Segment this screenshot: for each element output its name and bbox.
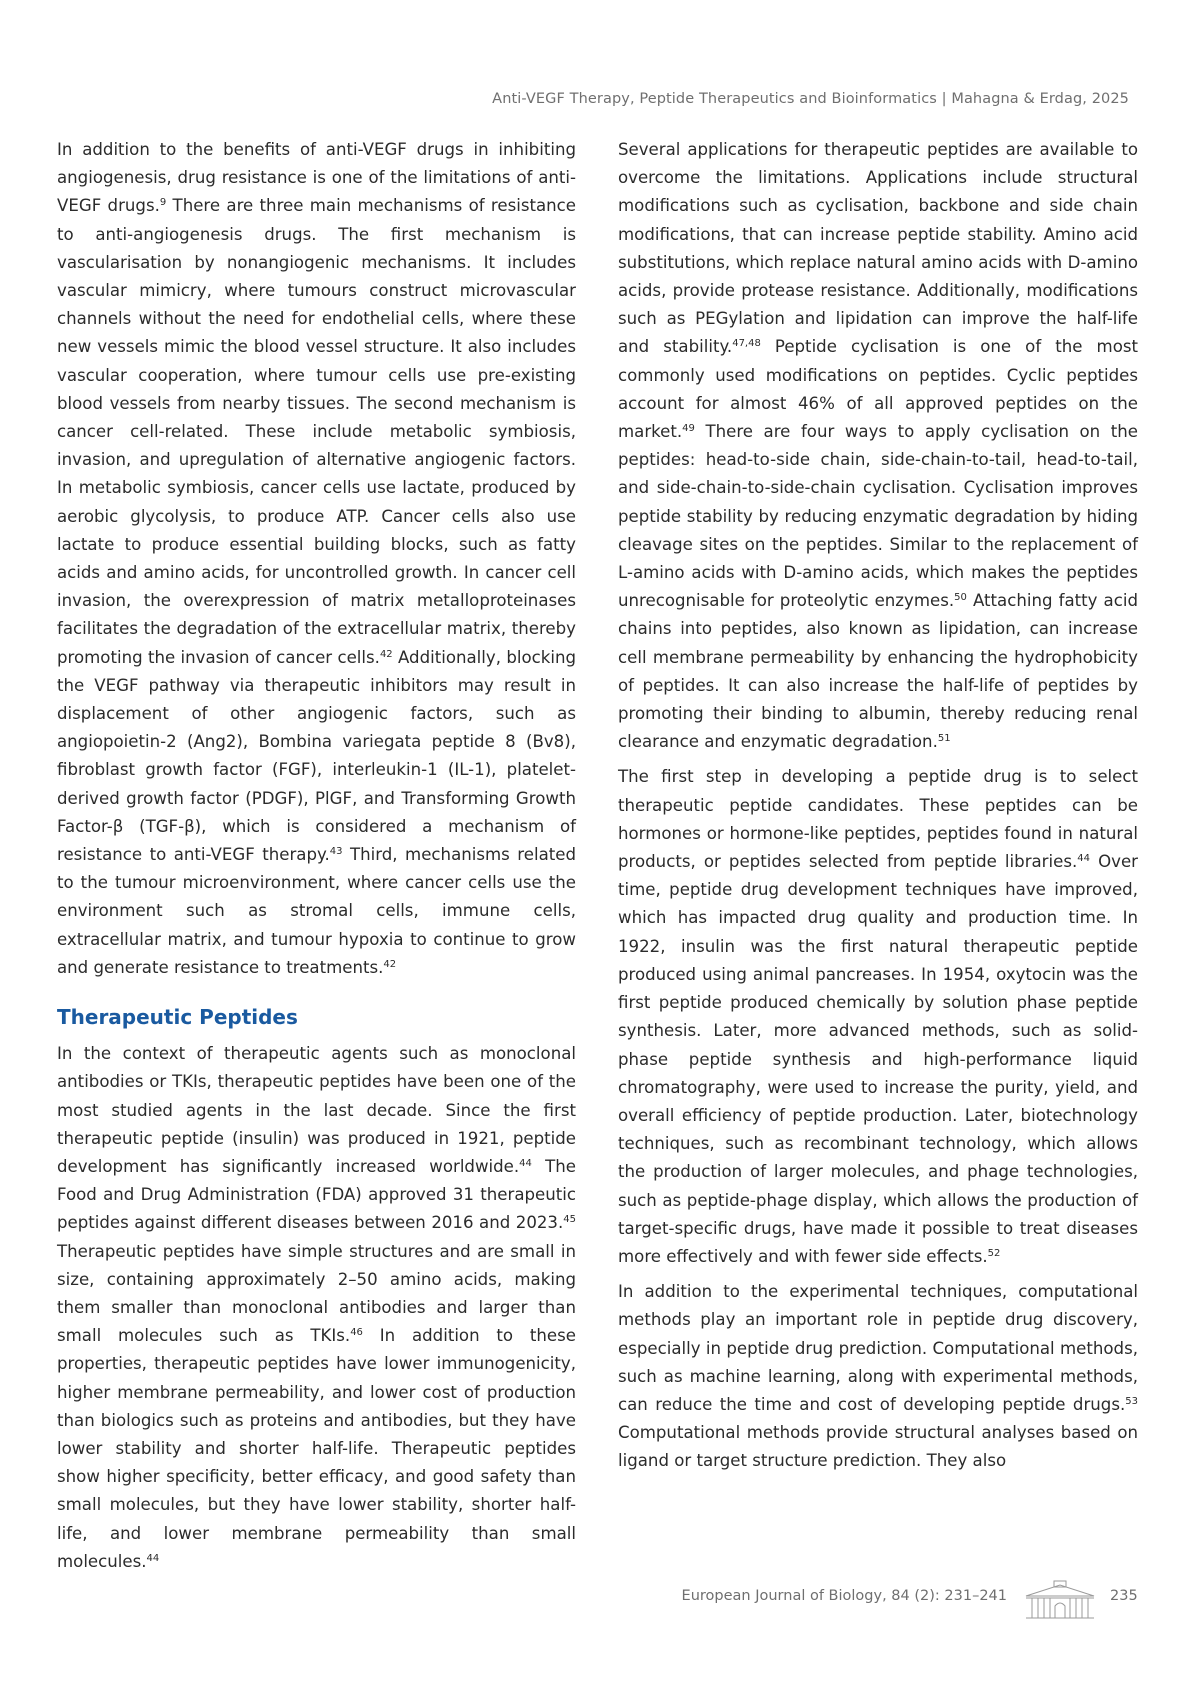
journal-reference: European Journal of Biology, 84 (2): 231–241 bbox=[681, 1588, 1007, 1604]
citation: 49 bbox=[682, 423, 695, 435]
right-column bbox=[618, 136, 1138, 1483]
citation: 43 bbox=[329, 846, 343, 858]
citation: 42 bbox=[379, 648, 393, 660]
university-building-icon bbox=[1024, 1580, 1096, 1620]
paragraph-therapeutic-peptides: In the context of therapeutic agents such as monoclonal antibodies or TKIs, therapeutic peptides have been one of the most studied agents in the last decade. Since the first therapeutic peptide (insulin) was produced in 1921, peptide development has significantly increased worldwide.$^{44}$ The Food and Drug Administration (FDA) approved 31 therapeutic peptides against different diseases between 2016 and 2023.45 Therapeutic peptides have simple structures and are small in size, containing approximately 2–50 amino acids, making them smaller than monoclonal antibodies and larger than small molecules such as TKIs.$^{46}$ In addition to these properties, therapeutic peptides have lower immunogenicity, higher membrane permeability, and lower cost of production than biologics such as proteins and antibodies, but they have lower stability and shorter half-life. Therapeutic peptides show higher specificity, better efficacy, and good safety than small molecules, but they have lower stability, shorter half-life, and lower membrane permeability than small molecules.$^{44}$ bbox=[57, 1044, 576, 1571]
citation: 46 bbox=[350, 1327, 363, 1339]
paragraph-computational-methods: In addition to the experimental techniques, computational methods play an important role in peptide drug discovery, especially in peptide drug prediction. Computational methods, such as machine learning, along with experimental methods, can reduce the time and cost of developing peptide drugs.$^{53}$ Computational methods provide structural analyses based on ligand or target structure prediction. They also bbox=[618, 1282, 1138, 1471]
citation: 51 bbox=[937, 733, 951, 745]
citation: 53 bbox=[1125, 1395, 1138, 1407]
page-footer bbox=[0, 1580, 1191, 1620]
paragraph-drug-resistance: In addition to the benefits of anti-VEGF drugs in inhibiting angiogenesis, drug resistance is one of the limitations of anti-VEGF drugs.$^9$ There are three main mechanisms of resistance to anti-angiogenesis drugs. The first mechanism is vascularisation by nonangiogenic mechanisms. It includes vascular mimicry, where tumours construct microvascular channels without the need for endothelial cells, where these new vessels mimic the blood vessel structure. It also includes vascular cooperation, where tumour cells use pre-existing blood vessels from nearby tissues. The second mechanism is cancer cell-related. These include metabolic symbiosis, invasion, and upregulation of alternative angiogenic factors. In metabolic symbiosis, cancer cells use lactate, produced by aerobic glycolysis, to produce ATP. Cancer cells also use lactate to produce essential building blocks, such as fatty acids and amino acids, for uncontrolled growth. In cancer cell invasion, the overexpression of matrix metalloproteinases facilitates the degradation of the extracellular matrix, thereby promoting the invasion of cancer cells.$^{42}$ Additionally, blocking the VEGF pathway via therapeutic inhibitors may result in displacement of other angiogenic factors, such as angiopoietin-2 (Ang2), Bombina variegata peptide 8 (Bv8), fibroblast growth factor (FGF), interleukin-1 (IL-1), platelet-derived growth factor (PDGF), PlGF, and Transforming Growth Factor-β (TGF-β), which is considered a mechanism of resistance to anti-VEGF therapy.$^{43}$ Third, mechanisms related to the tumour microenvironment, where cancer cells use the environment such as stromal cells, immune cells, extracellular matrix, and tumour hypoxia to continue to grow and generate resistance to treatments.$^{42}$ bbox=[57, 140, 577, 977]
left-column bbox=[57, 136, 576, 1583]
section-heading: Therapeutic Peptides bbox=[57, 1005, 298, 1030]
citation: 45 bbox=[563, 1214, 576, 1226]
citation: 47,48 bbox=[732, 338, 761, 350]
citation: 9 bbox=[159, 197, 167, 209]
citation: 42 bbox=[383, 958, 397, 970]
paragraph-drug-development: The first step in developing a peptide drug is to select therapeutic peptide candidates. These peptides can be hormones or hormone-like peptides, peptides found in natural products, or peptides selected from peptide libraries.$^{44}$ Over time, peptide drug development techniques have improved, which has impacted drug quality and production time. In 1922, insulin was the first natural therapeutic peptide produced using animal pancreases. In 1954, oxytocin was the first peptide produced chemically by solution phase peptide synthesis. Later, more advanced methods, such as solid-phase peptide synthesis and high-performance liquid chromatography, were used to increase the purity, yield, and overall efficiency of peptide production. Later, biotechnology techniques, such as recombinant technology, which allows the production of larger molecules, and phage technologies, such as peptide-phage display, which allows the production of target-specific drugs, have made it possible to treat diseases more effectively and with fewer side effects.$^{52}$ bbox=[618, 767, 1139, 1266]
page-number: 235 bbox=[1110, 1588, 1138, 1604]
paragraph-modifications: Several applications for therapeutic peptides are available to overcome the limitations. Applications include structural modifications such as cyclisation, backbone and side chain modifications, that can increase peptide stability. Amino acid substitutions, which replace natural amino acids with D-amino acids, provide protease resistance. Additionally, modifications such as PEGylation and lipidation can improve the half-life and stability.$^{47,48}$ Peptide cyclisation is one of the most commonly used modifications on peptides. Cyclic peptides account for almost 46% of all approved peptides on the market.$^{49}$ There are four ways to apply cyclisation on the peptides: head-to-side chain, side-chain-to-tail, head-to-tail, and side-chain-to-side-chain cyclisation. Cyclisation improves peptide stability by reducing enzymatic degradation by hiding cleavage sites on the peptides. Similar to the replacement of L-amino acids with D-amino acids, which makes the peptides unrecognisable for proteolytic enzymes.$^{50}$ Attaching fatty acid chains into peptides, also known as lipidation, can increase cell membrane permeability by enhancing the hydrophobicity of peptides. It can also increase the half-life of peptides by promoting their binding to albumin, thereby reducing renal clearance and enzymatic degradation.$^{51}$ bbox=[618, 140, 1138, 752]
running-header: Anti-VEGF Therapy, Peptide Therapeutics and Bioinformatics | Mahagna & Erdag, 2025 bbox=[492, 91, 1129, 107]
citation: 44 bbox=[1077, 853, 1090, 865]
citation: 50 bbox=[954, 592, 967, 604]
citation: 52 bbox=[987, 1247, 1001, 1259]
citation: 44 bbox=[519, 1157, 532, 1169]
citation: 44 bbox=[146, 1552, 160, 1564]
